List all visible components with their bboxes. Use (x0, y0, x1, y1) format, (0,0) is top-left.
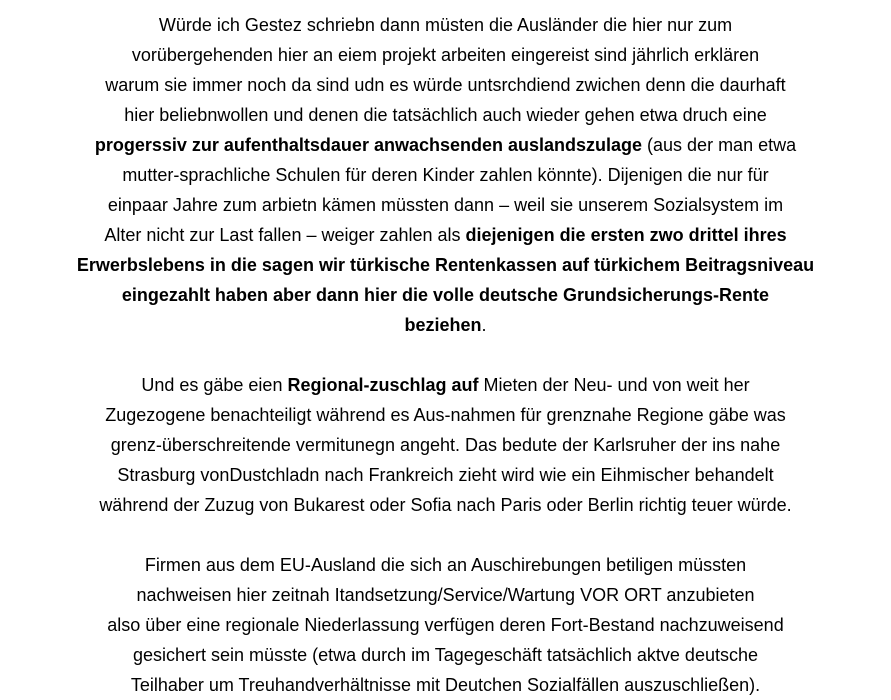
paragraph-spacer (0, 340, 891, 370)
text-segment: (aus der man etwa (642, 135, 797, 155)
text-line: warum sie immer noch da sind udn es würde untsrchdiend zwichen denn die daurhaft (105, 75, 786, 95)
text-line (0, 370, 891, 400)
bold-phrase: diejenigen die ersten zwo drittel ihres (465, 225, 787, 245)
text-line (0, 220, 891, 250)
paragraph-2 (0, 370, 891, 520)
paragraph-spacer (0, 520, 891, 550)
text-line (0, 130, 891, 160)
text-line: Strasburg vonDustchladn nach Frankreich zieht wird wie ein Eihmischer behandelt (117, 465, 774, 485)
text-line: Würde ich Gestez schriebn dann müsten die Ausländer die hier nur zum (158, 15, 733, 35)
bold-phrase: eingezahlt haben aber dann hier die volle deutsche Grundsicherungs-Rente (121, 285, 770, 305)
text-line: also über eine regionale Niederlassung verfügen deren Fort-Bestand nachzuweisend (107, 615, 784, 635)
text-line: nachweisen hier zeitnah Itandsetzung/Service/Wartung VOR ORT anzubieten (136, 585, 755, 605)
text-line: Teilhaber um Treuhandverhältnisse mit Deutchen Sozialfällen auszuschließen). (130, 675, 761, 695)
text-line: mutter-sprachliche Schulen für deren Kinder zahlen könnte). Dijenigen die nur für (122, 165, 769, 185)
paragraph-3 (0, 550, 891, 700)
text-line: Zugezogene benachteiligt während es Aus-nahmen für grenznahe Regione gäbe was (105, 405, 786, 425)
text-line: während der Zuzug von Bukarest oder Sofia nach Paris oder Berlin richtig teuer würde. (99, 495, 792, 515)
text-line: einpaar Jahre zum arbietn kämen müssten dann – weil sie unserem Sozialsystem im (107, 195, 784, 215)
bold-phrase: Regional-zuschlag auf (287, 375, 479, 395)
text-line (0, 280, 891, 310)
text-line: grenz-überschreitende vermitunegn angeht. Das bedute der Karlsruher der ins nahe (110, 435, 781, 455)
text-line: vorübergehenden hier an eiem projekt arbeiten eingereist sind jährlich erklären (131, 45, 760, 65)
bold-phrase: beziehen (404, 315, 482, 335)
text-line: Firmen aus dem EU-Ausland die sich an Auschirebungen betiligen müssten (144, 555, 747, 575)
text-segment: Mieten der Neu- und von weit her (478, 375, 750, 395)
text-segment: . (481, 315, 487, 335)
text-line (0, 310, 891, 340)
bold-phrase: progerssiv zur aufenthaltsdauer anwachsenden auslandszulage (94, 135, 643, 155)
text-line: gesichert sein müsste (etwa durch im Tagegeschäft tatsächlich aktve deutsche (133, 645, 758, 665)
bold-phrase: Erwerbslebens in die sagen wir türkische Rentenkassen auf türkichem Beitragsniveau (76, 255, 815, 275)
paragraph-1 (0, 10, 891, 340)
text-line: hier beliebnwollen und denen die tatsächlich auch wieder gehen etwa druch eine (124, 105, 767, 125)
text-segment: Alter nicht zur Last fallen – weiger zahlen als (104, 225, 466, 245)
document-body (0, 10, 891, 700)
text-segment: Und es gäbe eien (141, 375, 288, 395)
text-line (0, 250, 891, 280)
